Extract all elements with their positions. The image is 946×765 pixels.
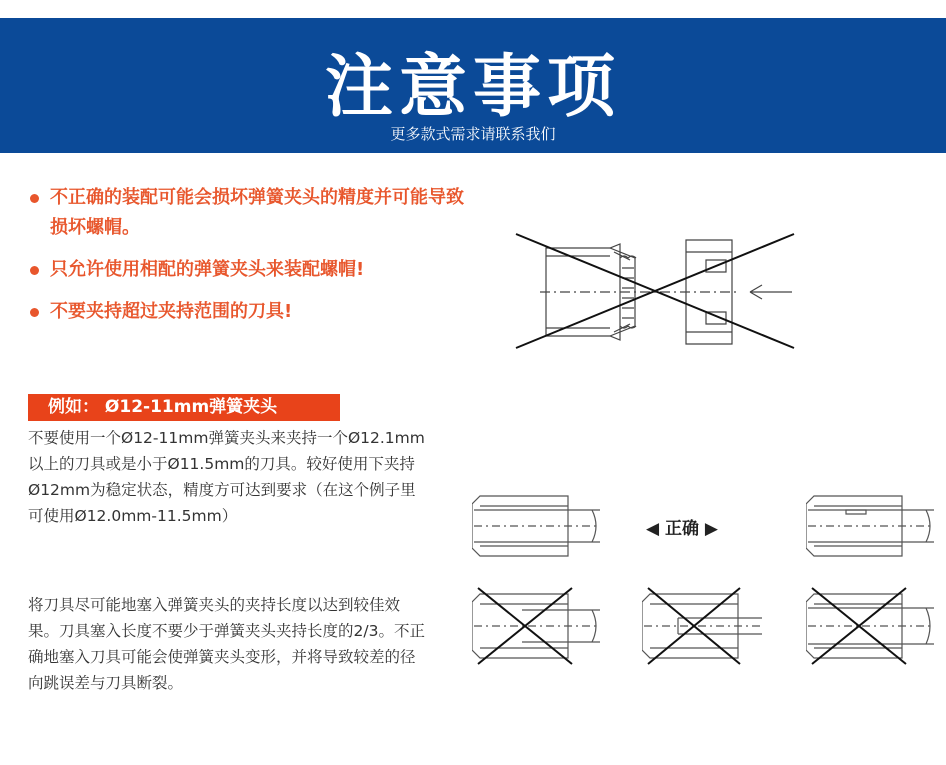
incorrect-collet-left — [472, 584, 602, 668]
correct-collet-right — [806, 492, 936, 560]
correct-label: ◀ 正确 ▶ — [646, 519, 718, 539]
insertion-paragraph: 将刀具尽可能地塞入弹簧夹头的夹持长度以达到较佳效果。刀具塞入长度不要少于弹簧夹头夹持长度的2/3。不正确地塞入刀具可能会使弹簧夹头变形，并将导致较差的径向跳误差与刀具断裂。 — [28, 596, 425, 692]
warning-text: 不正确的装配可能会损坏弹簧夹头的精度并可能导致损坏螺帽。 — [50, 187, 464, 238]
page-subtitle: 更多款式需求请联系我们 — [390, 125, 556, 143]
example-label: 例如： Ø12-11mm弹簧夹头 — [28, 394, 340, 421]
example-paragraph: 不要使用一个Ø12-11mm弹簧夹头来夹持一个Ø12.1mm以上的刀具或是小于Ø11.5mm的刀具。较好使用下夹持Ø12mm为稳定状态，精度方可达到要求（在这个例子里可使用Ø12.0mm-11.5mm） — [28, 429, 425, 525]
page-title: 注意事项 — [324, 48, 621, 127]
bullet-dot-icon — [30, 308, 39, 317]
correct-collet-left — [472, 492, 602, 560]
warning-item — [28, 183, 468, 243]
incorrect-collet-right — [806, 584, 936, 668]
incorrect-collet-middle — [642, 584, 768, 668]
warning-text: 只允许使用相配的弹簧夹头来装配螺帽! — [50, 259, 365, 280]
bullet-dot-icon — [30, 194, 39, 203]
warning-text: 不要夹持超过夹持范围的刀具! — [50, 301, 293, 322]
warning-item — [28, 297, 468, 327]
incorrect-assembly-diagram — [510, 228, 800, 353]
header-banner — [0, 18, 946, 153]
warning-item — [28, 255, 468, 285]
warning-list — [28, 183, 468, 339]
bullet-dot-icon — [30, 266, 39, 275]
